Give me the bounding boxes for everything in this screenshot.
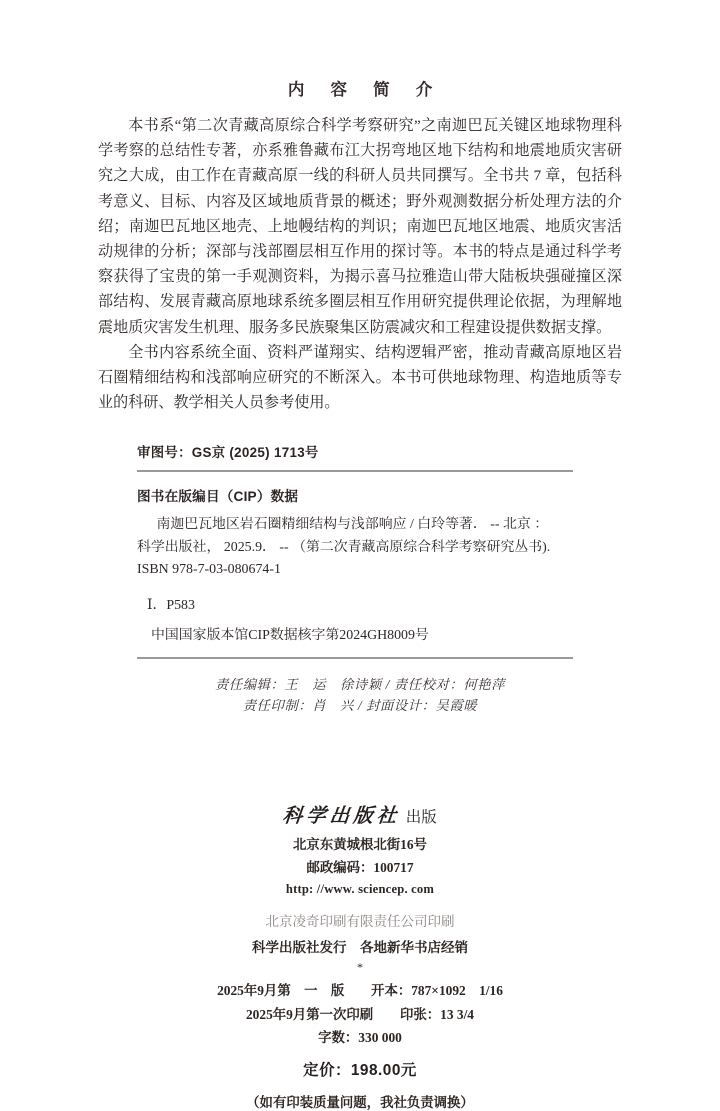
publisher-zipcode: 邮政编码：100717 <box>306 859 414 875</box>
edition-line: 2025年9月第 一 版 开本：787×1092 1/16 <box>217 982 503 998</box>
cip-title-line: 南迦巴瓦地区岩石圈精细结构与浅部响应 / 白玲等著． -- 北京 ： <box>156 517 549 533</box>
publisher-logo-suffix: 出版 <box>405 808 437 826</box>
cip-classification: Ⅰ．P583 <box>147 597 195 613</box>
publisher-block <box>0 800 720 1111</box>
abstract-block <box>98 114 622 416</box>
price-line: 定价：198.00元 <box>303 1061 417 1079</box>
cip-block <box>137 485 573 644</box>
distribution-line: 科学出版社发行 各地新华书店经销 <box>252 939 468 955</box>
credits-line-1: 责任编辑：王 运 徐诗颖 / 责任校对：何艳萍 <box>214 676 506 692</box>
impression-line: 2025年9月第一次印刷 印张：13 3/4 <box>245 1006 474 1022</box>
abstract-paragraph-2: 全书内容系统全面、资料严谨翔实、结构逻辑严密，推动青藏高原地区岩石圈精细结构和浅部响应研究的不断深入。本书可供地球物理、构造地质等专业的科研、教学相关人员参考使用。 <box>98 344 622 412</box>
publisher-url: http: //www. sciencep. com <box>285 881 435 896</box>
divider-top <box>137 470 573 472</box>
science-press-logo: 科学出版社 <box>281 805 402 827</box>
cip-publisher-line: 科学出版社， 2025.9． -- （第二次青藏高原综合科学考察研究丛书). <box>137 539 551 555</box>
cip-heading: 图书在版编目（CIP）数据 <box>137 489 299 505</box>
quality-notice: （如有印装质量问题，我社负责调换） <box>246 1094 474 1110</box>
star-separator: * <box>357 959 363 974</box>
page-title: 内 容 简 介 <box>287 80 444 99</box>
abstract-paragraph-1: 本书系“第二次青藏高原综合科学考察研究”之南迦巴瓦关键区地球物理科学考察的总结性专著，亦系雅鲁藏布江大拐弯地区地下结构和地震地质灾害研究之大成，由工作在青藏高原一线的科研人员共同撰写。全书共 7 章，包括科考意义、目标、内容及区域地质背景的概述；野外观测数据分析处理方法的介绍；南迦巴瓦地区地壳、上地幔结构的判识；南迦巴瓦地区地震、地质灾害活动规律的分析；深部与浅部圈层相互作用的探讨等。本书的特点是通过科学考察获得了宝贵的第一手观测资料，为揭示喜马拉雅造山带大陆板块强碰撞区深部结构、发展青藏高原地球系统多圈层相互作用研究提供理论依据，为理解地震地质灾害发生机理、服务多民族聚集区防震减灾和工程建设提供数据支撑。 <box>98 118 622 336</box>
publisher-address: 北京东黄城根北街16号 <box>293 836 427 852</box>
credits-line-2: 责任印制：肖 兴 / 封面设计：吴霞暖 <box>242 697 478 713</box>
cip-body <box>137 514 573 582</box>
word-count-line: 字数：330 000 <box>318 1029 402 1045</box>
divider-bottom <box>137 657 573 659</box>
cip-isbn: ISBN 978-7-03-080674-1 <box>137 562 281 578</box>
editorial-credits <box>0 674 720 716</box>
map-approval-number: 审图号：GS京 (2025) 1713号 <box>137 445 319 461</box>
publisher-logo-line <box>0 800 720 828</box>
cip-core-number: 中国国家版本馆CIP数据核字第2024GH8009号 <box>151 627 429 643</box>
printing-company: 北京凌奇印刷有限责任公司印刷 <box>265 913 455 929</box>
